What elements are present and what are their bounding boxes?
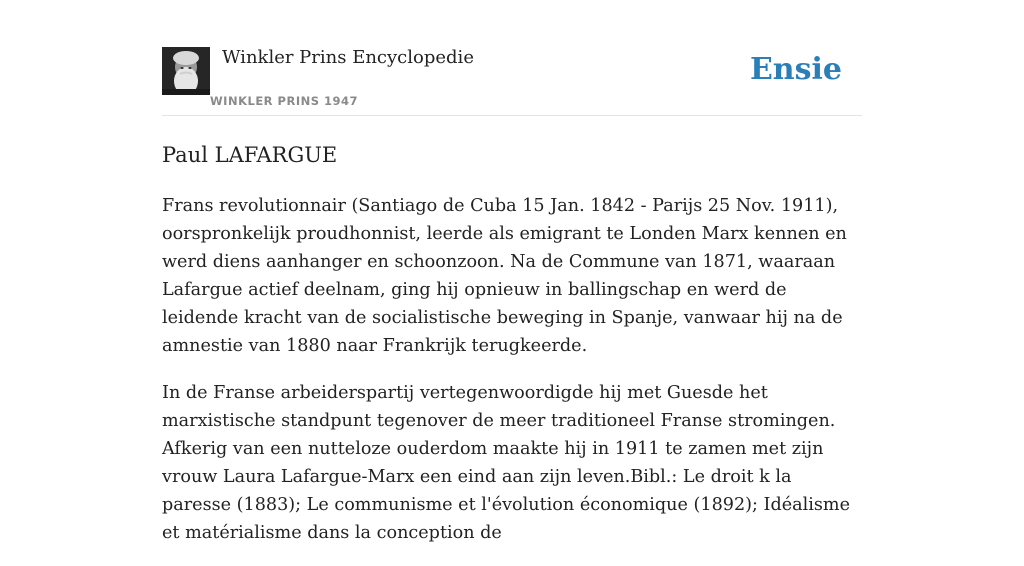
site-header (162, 46, 862, 116)
source-subtitle[interactable]: WINKLER PRINS 1947 (210, 94, 359, 108)
article-paragraph: In de Franse arbeiderspartij vertegenwoordigde hij met Guesde het marxistische standpunt tegenover de meer traditioneel Franse stromingen. Afkerig van een nutteloze ouderdom maakte hij in 1911 te zamen met zijn vrouw Laura Lafargue-Marx een eind aan zijn leven.Bibl.: Le droit k la paresse (1883); Le communisme et l'évolution économique (1892); Idéalisme et matérialisme dans la conception de (162, 383, 851, 543)
article-title: Paul LAFARGUE (162, 143, 338, 167)
bearded-man-portrait-icon (162, 47, 210, 95)
brand-logo[interactable]: Ensie (749, 52, 842, 87)
article-body (162, 192, 866, 566)
article-paragraph: Frans revolutionnair (Santiago de Cuba 15 Jan. 1842 - Parijs 25 Nov. 1911), oorspronkelijk proudhonnist, leerde als emigrant te Londen Marx kennen en werd diens aanhanger en schoonzoon. Na de Commune van 1871, waaraan Lafargue actief deelnam, ging hij opnieuw in ballingschap en werd de leidende kracht van de socialistische beweging in Spanje, vanwaar hij na de amnestie van 1880 naar Frankrijk terugkeerde. (162, 196, 847, 356)
avatar[interactable] (162, 47, 210, 95)
site-title[interactable]: Winkler Prins Encyclopedie (222, 47, 474, 68)
